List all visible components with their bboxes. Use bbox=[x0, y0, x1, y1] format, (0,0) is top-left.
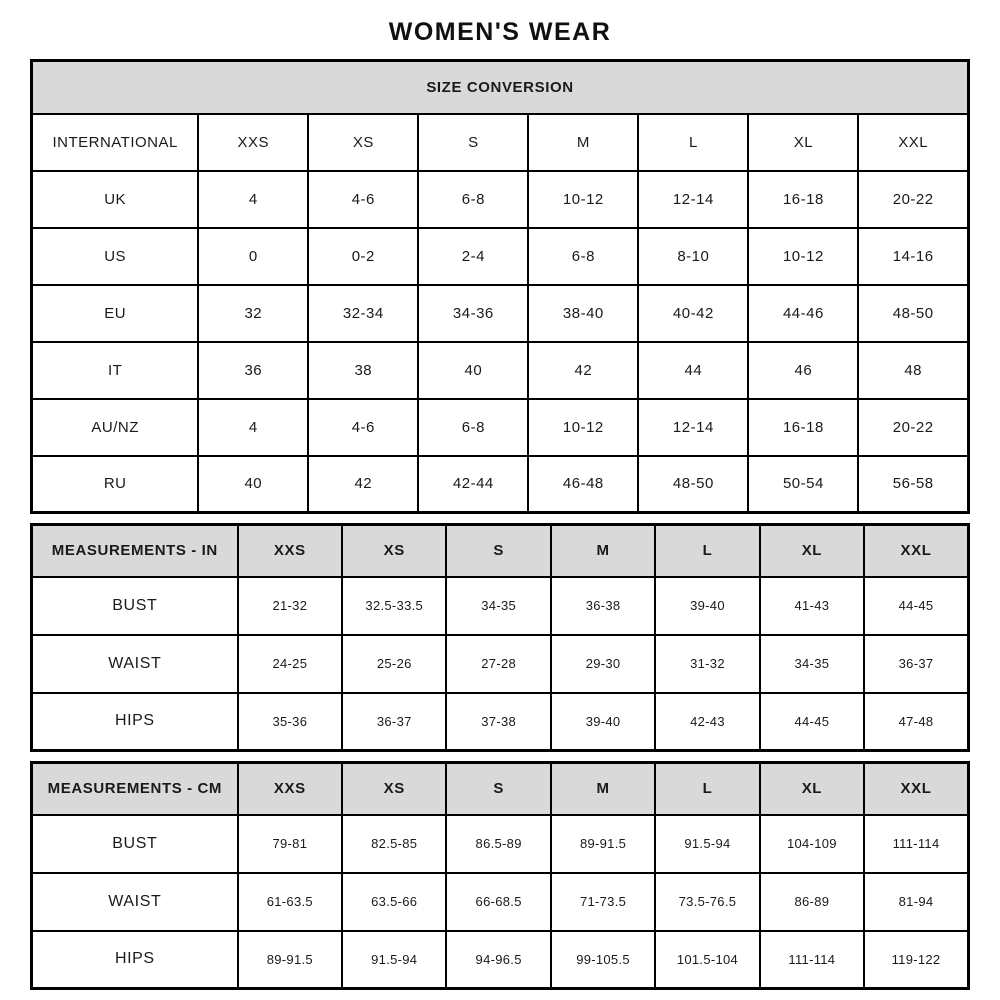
table-row bbox=[32, 577, 969, 635]
size-cell: 36 bbox=[198, 342, 308, 399]
column-header-xs: XS bbox=[342, 525, 446, 577]
size-cell: 6-8 bbox=[418, 171, 528, 228]
size-cell: 86-89 bbox=[760, 873, 864, 931]
size-cell: 46-48 bbox=[528, 456, 638, 513]
table-row bbox=[32, 171, 969, 228]
size-cell: 89-91.5 bbox=[551, 815, 655, 873]
size-cell: 86.5-89 bbox=[446, 815, 550, 873]
size-cell: XXS bbox=[198, 114, 308, 171]
row-label: AU/NZ bbox=[32, 399, 199, 456]
size-cell: 21-32 bbox=[238, 577, 342, 635]
size-cell: 81-94 bbox=[864, 873, 968, 931]
size-cell: 4 bbox=[198, 399, 308, 456]
size-cell: 4-6 bbox=[308, 399, 418, 456]
column-header-xxs: XXS bbox=[238, 763, 342, 815]
size-cell: XL bbox=[748, 114, 858, 171]
table-row bbox=[32, 873, 969, 931]
size-cell: 99-105.5 bbox=[551, 931, 655, 989]
size-cell: 37-38 bbox=[446, 693, 550, 751]
size-cell: 36-37 bbox=[864, 635, 968, 693]
table-header-row bbox=[32, 763, 969, 815]
row-label: BUST bbox=[32, 577, 238, 635]
size-cell: 46 bbox=[748, 342, 858, 399]
row-label: IT bbox=[32, 342, 199, 399]
row-label: BUST bbox=[32, 815, 238, 873]
row-label: INTERNATIONAL bbox=[32, 114, 199, 171]
size-cell: 40-42 bbox=[638, 285, 748, 342]
size-cell: 94-96.5 bbox=[446, 931, 550, 989]
size-cell: 40 bbox=[418, 342, 528, 399]
column-header-xl: XL bbox=[760, 525, 864, 577]
size-cell: 31-32 bbox=[655, 635, 759, 693]
column-header-m: M bbox=[551, 763, 655, 815]
size-cell: 71-73.5 bbox=[551, 873, 655, 931]
table-row bbox=[32, 456, 969, 513]
size-cell: XXL bbox=[858, 114, 968, 171]
row-label: UK bbox=[32, 171, 199, 228]
size-cell: 10-12 bbox=[528, 171, 638, 228]
size-cell: 42 bbox=[308, 456, 418, 513]
size-cell: 42-44 bbox=[418, 456, 528, 513]
table-row bbox=[32, 693, 969, 751]
size-cell: 63.5-66 bbox=[342, 873, 446, 931]
table-header-row bbox=[32, 61, 969, 114]
size-cell: 32 bbox=[198, 285, 308, 342]
table-row bbox=[32, 285, 969, 342]
size-cell: 104-109 bbox=[760, 815, 864, 873]
size-cell: 91.5-94 bbox=[342, 931, 446, 989]
column-header-s: S bbox=[446, 763, 550, 815]
size-cell: 39-40 bbox=[655, 577, 759, 635]
column-header-s: S bbox=[446, 525, 550, 577]
size-cell: 42-43 bbox=[655, 693, 759, 751]
table-title: SIZE CONVERSION bbox=[32, 61, 969, 114]
size-cell: 66-68.5 bbox=[446, 873, 550, 931]
size-conversion-table bbox=[30, 59, 970, 514]
size-cell: 12-14 bbox=[638, 399, 748, 456]
size-cell: 20-22 bbox=[858, 399, 968, 456]
measurements-in-table bbox=[30, 523, 970, 752]
row-label: RU bbox=[32, 456, 199, 513]
row-label: US bbox=[32, 228, 199, 285]
size-cell: 10-12 bbox=[528, 399, 638, 456]
column-header-m: M bbox=[551, 525, 655, 577]
column-header-xl: XL bbox=[760, 763, 864, 815]
size-cell: XS bbox=[308, 114, 418, 171]
size-cell: 89-91.5 bbox=[238, 931, 342, 989]
size-cell: 4-6 bbox=[308, 171, 418, 228]
size-cell: 32-34 bbox=[308, 285, 418, 342]
size-cell: 12-14 bbox=[638, 171, 748, 228]
size-cell: 14-16 bbox=[858, 228, 968, 285]
table-title: MEASUREMENTS - CM bbox=[32, 763, 238, 815]
size-cell: 39-40 bbox=[551, 693, 655, 751]
size-cell: 47-48 bbox=[864, 693, 968, 751]
row-label: WAIST bbox=[32, 873, 238, 931]
size-cell: 41-43 bbox=[760, 577, 864, 635]
size-cell: 61-63.5 bbox=[238, 873, 342, 931]
size-cell: 34-35 bbox=[446, 577, 550, 635]
column-header-l: L bbox=[655, 525, 759, 577]
row-label: EU bbox=[32, 285, 199, 342]
size-cell: 119-122 bbox=[864, 931, 968, 989]
size-cell: 25-26 bbox=[342, 635, 446, 693]
row-label: HIPS bbox=[32, 931, 238, 989]
column-header-l: L bbox=[655, 763, 759, 815]
size-chart-page bbox=[30, 0, 970, 990]
size-cell: 42 bbox=[528, 342, 638, 399]
size-cell: 16-18 bbox=[748, 399, 858, 456]
size-cell: 16-18 bbox=[748, 171, 858, 228]
size-cell: 44-45 bbox=[864, 577, 968, 635]
size-cell: 4 bbox=[198, 171, 308, 228]
table-header-row bbox=[32, 525, 969, 577]
size-cell: 0-2 bbox=[308, 228, 418, 285]
table-row bbox=[32, 815, 969, 873]
table-row bbox=[32, 114, 969, 171]
size-cell: 48-50 bbox=[638, 456, 748, 513]
size-cell: 48 bbox=[858, 342, 968, 399]
table-row bbox=[32, 931, 969, 989]
table-row bbox=[32, 635, 969, 693]
column-header-xxl: XXL bbox=[864, 525, 968, 577]
size-cell: 111-114 bbox=[760, 931, 864, 989]
size-cell: 48-50 bbox=[858, 285, 968, 342]
table-title: MEASUREMENTS - IN bbox=[32, 525, 238, 577]
size-cell: 20-22 bbox=[858, 171, 968, 228]
size-cell: 6-8 bbox=[418, 399, 528, 456]
size-cell: 27-28 bbox=[446, 635, 550, 693]
page-title: WOMEN'S WEAR bbox=[388, 18, 612, 46]
table-row bbox=[32, 399, 969, 456]
size-cell: 73.5-76.5 bbox=[655, 873, 759, 931]
size-cell: 0 bbox=[198, 228, 308, 285]
size-cell: 29-30 bbox=[551, 635, 655, 693]
size-cell: 91.5-94 bbox=[655, 815, 759, 873]
size-cell: 34-36 bbox=[418, 285, 528, 342]
size-cell: 50-54 bbox=[748, 456, 858, 513]
size-cell: 79-81 bbox=[238, 815, 342, 873]
size-cell: 32.5-33.5 bbox=[342, 577, 446, 635]
size-cell: 6-8 bbox=[528, 228, 638, 285]
size-cell: 111-114 bbox=[864, 815, 968, 873]
size-cell: 36-37 bbox=[342, 693, 446, 751]
size-cell: 38-40 bbox=[528, 285, 638, 342]
size-cell: 44-46 bbox=[748, 285, 858, 342]
size-cell: 38 bbox=[308, 342, 418, 399]
size-cell: 8-10 bbox=[638, 228, 748, 285]
size-cell: 44-45 bbox=[760, 693, 864, 751]
measurements-cm-table bbox=[30, 761, 970, 990]
column-header-xxs: XXS bbox=[238, 525, 342, 577]
column-header-xs: XS bbox=[342, 763, 446, 815]
table-row bbox=[32, 342, 969, 399]
table-row bbox=[32, 228, 969, 285]
size-cell: 36-38 bbox=[551, 577, 655, 635]
size-cell: 2-4 bbox=[418, 228, 528, 285]
size-cell: 24-25 bbox=[238, 635, 342, 693]
size-cell: 40 bbox=[198, 456, 308, 513]
size-cell: 44 bbox=[638, 342, 748, 399]
size-cell: 35-36 bbox=[238, 693, 342, 751]
size-cell: 82.5-85 bbox=[342, 815, 446, 873]
column-header-xxl: XXL bbox=[864, 763, 968, 815]
row-label: WAIST bbox=[32, 635, 238, 693]
size-cell: 56-58 bbox=[858, 456, 968, 513]
size-cell: 101.5-104 bbox=[655, 931, 759, 989]
size-cell: S bbox=[418, 114, 528, 171]
row-label: HIPS bbox=[32, 693, 238, 751]
size-cell: 10-12 bbox=[748, 228, 858, 285]
size-cell: M bbox=[528, 114, 638, 171]
size-cell: 34-35 bbox=[760, 635, 864, 693]
size-cell: L bbox=[638, 114, 748, 171]
